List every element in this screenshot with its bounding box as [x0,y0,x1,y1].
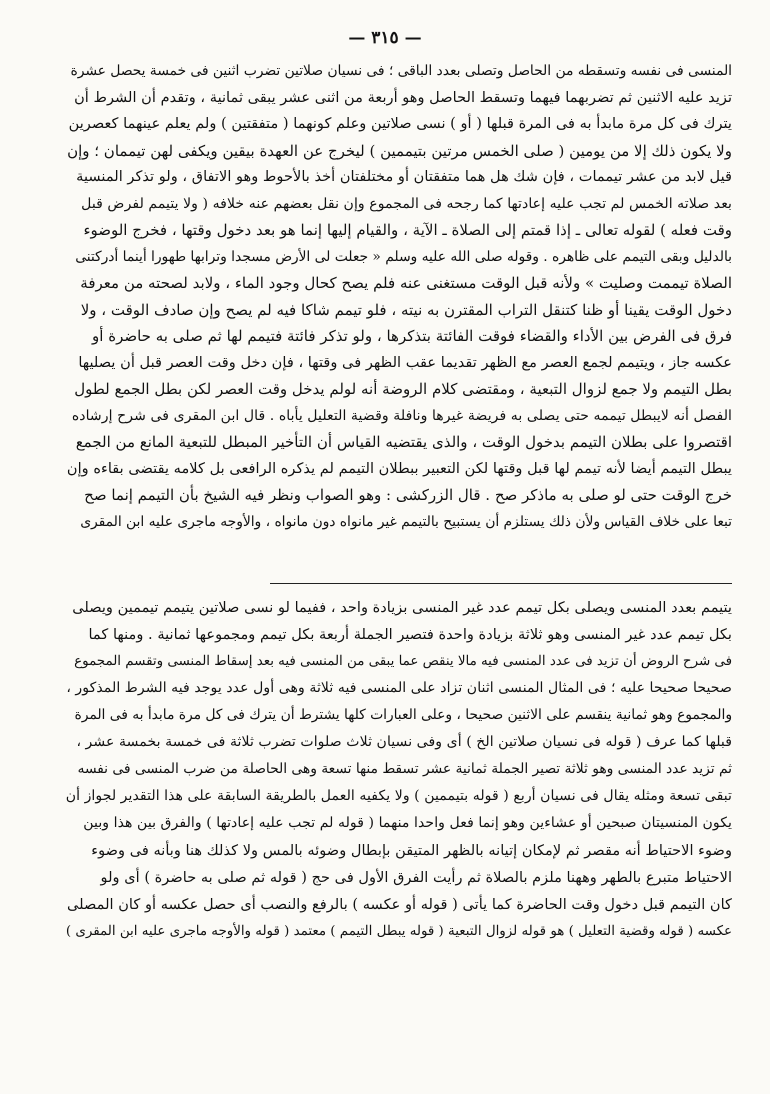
footnote-line: ثم تزيد عدد المنسى وهو ثلاثة تصير الجملة ثمانية عشر تسقط منها تسعة وهى الحاصلة من ضرب المنسى فى نفسه [77,761,732,777]
footnote-line: قبلها كما عرف ( قوله فى نسيان صلاتين الخ ) أى وفى نسيان ثلاث صلوات تضرب ثلاثة فى خمسة بخمسة عشر ، [76,734,732,750]
main-line: اقتصروا على بطلان التيمم بدخول الوقت ، والذى يقتضيه القياس أن التأخير المبطل للتبعية المانع من الجمع [75,433,732,451]
footnote-line: يتيمم بعدد المنسى ويصلى بكل تيمم عدد غير المنسى بزيادة واحد ، ففيما لو نسى صلاتين يتيمم تيممين ويصلى [72,599,732,616]
footnote-line: الاحتياط متبرع بالطهر وههنا ملزم بالصلاة ثم رأيت الفرق الأول فى حج ( قوله ثم صلى به حاضرة ) أى ولو [100,869,732,886]
main-line: تزيد عليه الاثنين ثم تضربهما فيهما وتسقط الحاصل وهو أربعة من اثنى عشر يبقى ثمانية ، وتقدم أن الشرط أن [74,88,732,106]
footnote-line: كان التيمم قبل دخول وقت الحاضرة كما يأتى ( قوله أو عكسه ) بالرفع والنصب أى حصل عكسه أو كان المصلى [66,896,732,913]
footnote-line: يكون المنسيتان صبحين أو عشاءين وهو إنما فعل واحدا منهما ( قوله لم تجب عليه إعادتها ) والفرق بين هذا وبين [83,815,732,831]
main-line: خرج الوقت حتى لو صلى به ماذكر صح . قال الزركشى : وهو الصواب ونظر فيه الشيخ بأن التيمم إنما صح [84,486,732,504]
footnote-line: تبقى تسعة ومثله يقال فى نسيان أربع ( قوله بتيممين ) ولا يكفيه العمل بالطريقة السابقة على هذا التقدير لجواز أن [66,788,732,804]
main-line: دخول الوقت يقينا أو ظنا كتنقل التراب المقترن به نيته ، فلو تيمم شاكا فيه لم يصح وإن صادف الوقت ، ولا [80,300,732,319]
page-number: — ٣١٥ — [348,28,422,48]
main-line: بطل التيمم ولا جمع لزوال التبعية ، ومقتضى كلام الروضة أنه لولم يدخل وقت العصر لكن بطل الجمع لطول [74,380,732,398]
footnote-line: وضوء الاحتياط أنه مقصر ثم لإمكان إتيانه بالظهر المتيقن بإبطال وضوئه بالمس ولا كذلك هنا وبأنه فى وضوء [91,842,732,859]
main-line: بالدليل وبقى التيمم على ظاهره . وقوله صلى الله عليه وسلم « جعلت لى الأرض مسجدا وترابها طهورا أينما أدركتنى [75,248,732,265]
main-line: فرق فى الفرض بين الأداء والقضاء فوقت الفائتة بتذكرها ، ولو تذكر فائتة فتيمم لها ثم صلى به حاضرة أو [92,327,732,345]
main-line: عكسه جاز ، ويتيمم لجمع العصر مع الظهر تقديما عقب الظهر فى وقتها ، فإن دخل وقت العصر قبل أن يصليها [78,353,732,371]
main-line: يبطل التيمم أيضا لأنه تيمم لها قبل وقتها لكن التعبير ببطلان التيمم لم يذكره الرافعى بل كلامه يقتضى بقاءه وإن [66,459,732,477]
main-line: وقت فعله ) لقوله تعالى ـ إذا قمتم إلى الصلاة ـ الآية ، والقيام إليها إنما هو بعد دخول وقتها ، فخرج الوضوء [83,221,732,239]
main-line: ولا يكون ذلك إلا من يومين ( صلى الخمس مرتين بتيممين ) ليخرج عن العهدة بيقين ويكفى لهن تيممان ؛ وإن [67,141,732,160]
footnote-line: عكسه ( قوله وقضية التعليل ) هو قوله لزوال التبعية ( قوله يبطل التيمم ) معتمد ( قوله والأوجه ماجرى عليه ابن المقرى ) [66,924,732,939]
main-line: تبعا على خلاف القياس ولأن ذلك يستلزم أن يستبيح بالتيمم غير مانواه دون مانواه ، والأوجه ماجرى عليه ابن المقرى [80,513,732,530]
footnote-line: والمجموع وهو ثمانية ينقسم على الاثنين صحيحا ، وعلى العبارات كلها يشترط أن يترك فى كل مرة مابدأ به فى المرة [74,707,732,723]
main-line: يترك فى كل مرة مابدأ به فى المرة قبلها ( أو ) نسى صلاتين وعلم كونهما ( متفقتين ) ولم يعلم عينهما كعصرين [68,115,732,132]
main-line: الفصل أنه لايبطل تيممه حتى يصلى به فريضة غيرها ونافلة وقضية التعليل يأباه . قال ابن المقرى فى شرح إرشاده [71,407,732,424]
main-text [66,58,732,535]
main-line: المنسى فى نفسه وتسقطه من الحاصل وتصلى بعدد الباقى ؛ فى نسيان صلاتين تضرب اثنين فى خمسة يحصل عشرة [70,63,732,79]
main-line: قيل لابد من عشر تيممات ، فإن شك هل هما متفقتان أو مختلفتان أخذ بالأحوط وهو الاتفاق ، ولو تذكر المنسية [76,168,732,185]
main-line: الصلاة تيممت وصليت » ولأنه قبل الوقت مستغنى عنه فلم يصح كحال وجود الماء ، ولابد لصحته من معرفة [80,274,732,292]
footnote-line: صحيحا صحيحا عليه ؛ فى المثال المنسى اثنان تزاد على المنسى فيه ثلاثة وهى أول عدد يوجد فيه الشرط المذكور ، [66,680,732,696]
footnote-separator [270,583,732,584]
footnote-line: بكل تيمم عدد غير المنسى وهو ثلاثة بزيادة واحدة فتصير الجملة أربعة بكل تيمم ومجموعها ثمانية . ومنها كما [88,626,732,643]
main-line: بعد صلاته الخمس لم تجب عليه إعادتها كما رجحه فى المجموع وإن نقل بعضهم عنه خلافه ( ولا يتيمم لفرض قبل [81,195,732,212]
footnote-text [66,594,732,945]
footnote-line: فى شرح الروض أن تزيد فى عدد المنسى فيه مالا ينقص عما يبقى من المنسى فيه بعد إسقاط المنسى وتقسم المجموع [74,654,732,669]
